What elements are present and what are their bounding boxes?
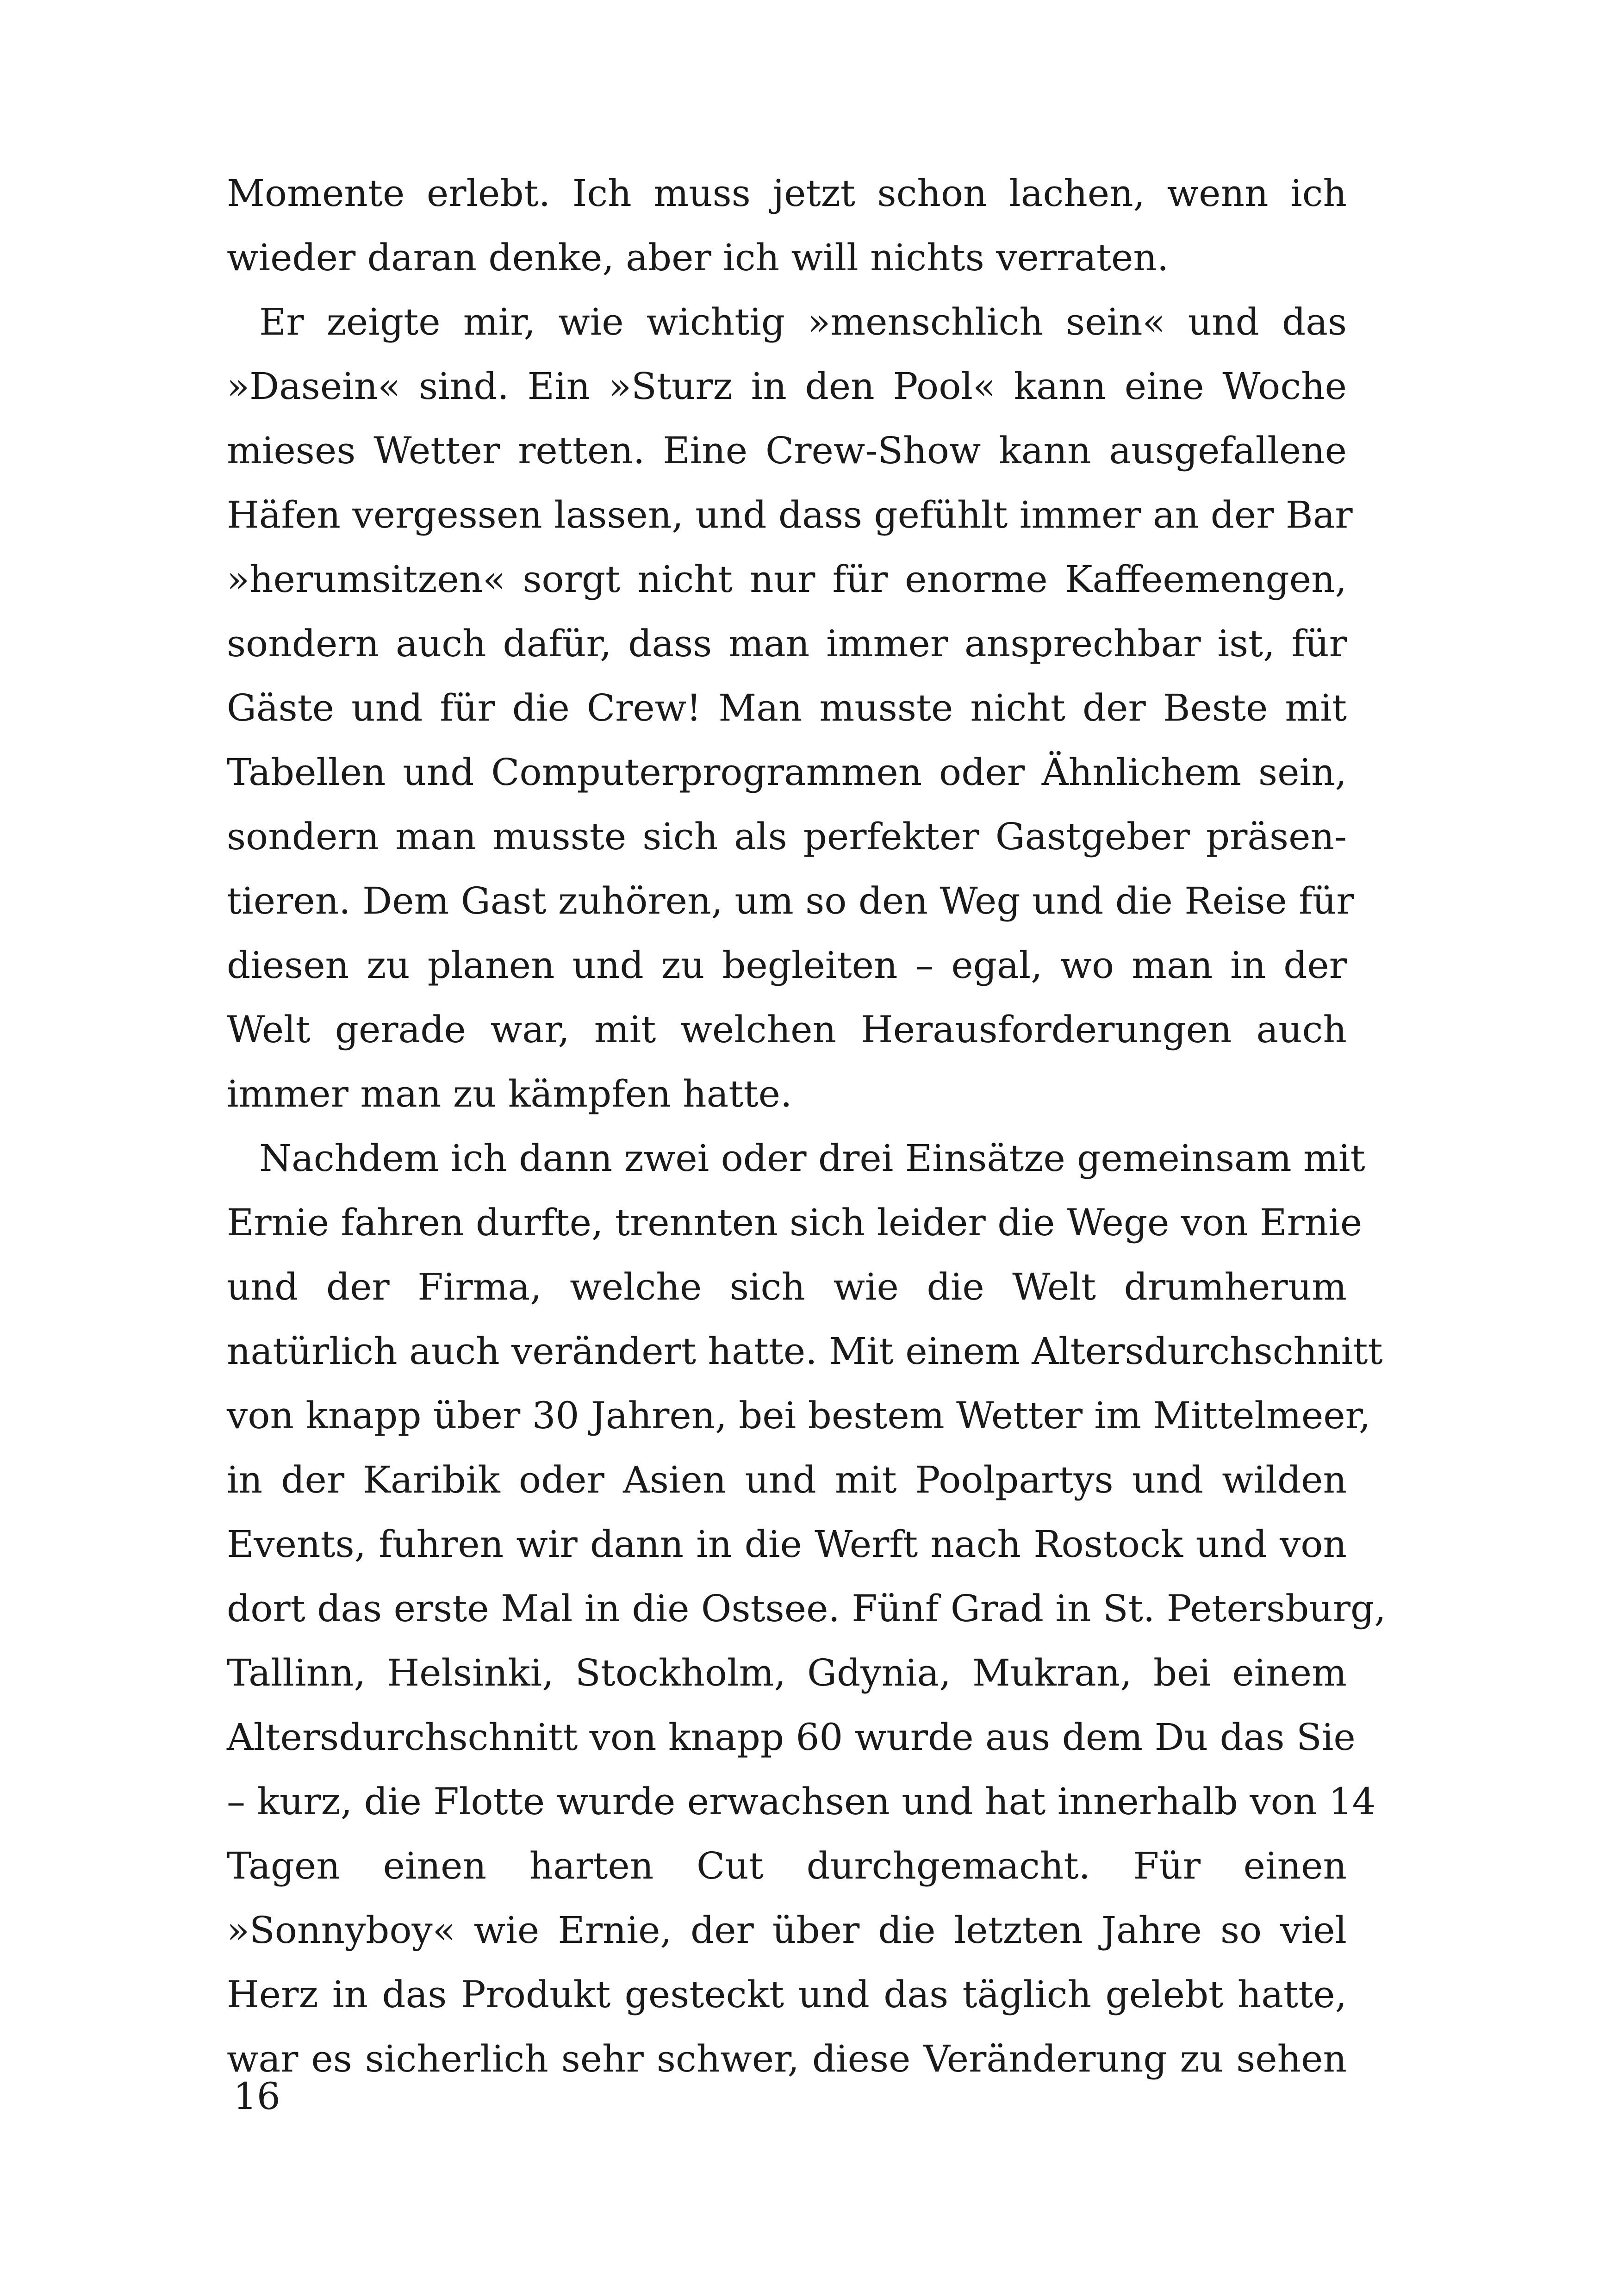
text-line: Tabellen und Computerprogrammen oder Ähnlichem sein, — [227, 751, 1347, 794]
text-line: Gäste und für die Crew! Man musste nicht der Beste mit — [227, 686, 1347, 729]
paragraph — [227, 290, 1354, 1126]
text-line: immer man zu kämpfen hatte. — [227, 1072, 792, 1115]
text-line: – kurz, die Flotte wurde erwachsen und hat innerhalb von 14 — [227, 1780, 1376, 1823]
text-line: Ernie fahren durfte, trennten sich leider die Wege von Ernie — [227, 1201, 1363, 1244]
text-line: Nachdem ich dann zwei oder drei Einsätze gemeinsam mit — [259, 1137, 1365, 1180]
text-line: sondern auch dafür, dass man immer ansprechbar ist, für — [227, 622, 1347, 665]
text-line: Tagen einen harten Cut durchgemacht. Für einen — [227, 1844, 1347, 1887]
text-line: und der Firma, welche sich wie die Welt drumherum — [227, 1265, 1347, 1308]
text-line: von knapp über 30 Jahren, bei bestem Wetter im Mittelmeer, — [227, 1394, 1371, 1437]
text-line: »Sonnyboy« wie Ernie, der über die letzten Jahre so viel — [227, 1909, 1347, 1952]
text-line: Er zeigte mir, wie wichtig »menschlich sein« und das — [259, 300, 1347, 343]
paragraph — [227, 161, 1347, 290]
text-line: tieren. Dem Gast zuhören, um so den Weg und die Reise für — [227, 879, 1354, 922]
text-line: sondern man musste sich als perfekter Gastgeber präsen- — [227, 815, 1347, 858]
text-line: Events, fuhren wir dann in die Werft nach Rostock und von — [227, 1523, 1347, 1566]
text-line: Welt gerade war, mit welchen Herausforderungen auch — [227, 1008, 1347, 1051]
text-line: natürlich auch verändert hatte. Mit einem Altersdurchschnitt — [227, 1330, 1383, 1373]
paragraph — [227, 1126, 1386, 2091]
text-line: in der Karibik oder Asien und mit Poolpartys und wilden — [227, 1458, 1347, 1501]
text-line: Tallinn, Helsinki, Stockholm, Gdynia, Mukran, bei einem — [227, 1651, 1347, 1694]
text-line: Altersdurchschnitt von knapp 60 wurde aus dem Du das Sie — [227, 1716, 1356, 1759]
text-line: Herz in das Produkt gesteckt und das täglich gelebt hatte, — [227, 1973, 1347, 2016]
page-number: 16 — [233, 2075, 280, 2118]
text-line: dort das erste Mal in die Ostsee. Fünf Grad in St. Petersburg, — [227, 1587, 1386, 1630]
text-line: mieses Wetter retten. Eine Crew-Show kann ausgefallene — [227, 429, 1347, 472]
text-line: Häfen vergessen lassen, und dass gefühlt immer an der Bar — [227, 493, 1353, 536]
text-line: »herumsitzen« sorgt nicht nur für enorme Kaffeemengen, — [227, 558, 1347, 601]
text-line: wieder daran denke, aber ich will nichts verraten. — [227, 236, 1169, 279]
body-text — [227, 161, 1386, 2091]
text-line: diesen zu planen und zu begleiten – egal, wo man in der — [227, 944, 1347, 987]
text-line: Momente erlebt. Ich muss jetzt schon lachen, wenn ich — [227, 172, 1347, 215]
text-line: »Dasein« sind. Ein »Sturz in den Pool« kann eine Woche — [227, 365, 1347, 408]
text-line: war es sicherlich sehr schwer, diese Veränderung zu sehen — [227, 2037, 1347, 2080]
